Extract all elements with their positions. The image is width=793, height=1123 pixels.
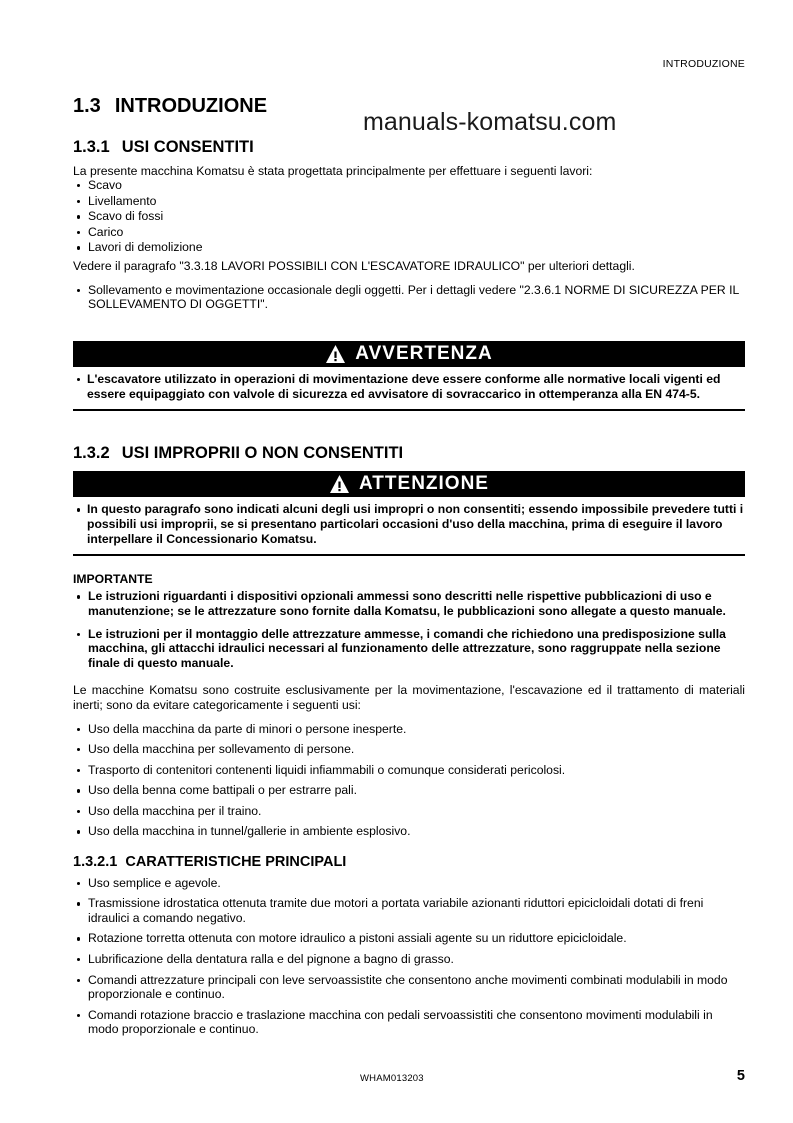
list-item-label: Uso semplice e agevole.: [88, 875, 221, 890]
list-item: [73, 722, 745, 737]
caution-box: [73, 471, 745, 556]
bullet-icon: [77, 937, 80, 940]
list-item: [73, 178, 745, 193]
list-item-label: Lubrificazione della dentatura ralla e del pignone a bagno di grasso.: [88, 951, 454, 966]
list-item-label: Lavori di demolizione: [88, 240, 203, 255]
page-content: [73, 96, 745, 1043]
bullet-icon: [77, 231, 80, 234]
spacer: [73, 556, 745, 572]
list-item-label: Livellamento: [88, 193, 157, 208]
list-item: [73, 1008, 745, 1037]
list-item-label: Sollevamento e movimentazione occasionale degli oggetti. Per i dettagli vedere "2.3.6.1 NORME DI SICUREZZA PER IL SOLLEVAMENTO DI OGGETTI".: [88, 282, 739, 312]
list-item-label: Carico: [88, 224, 124, 239]
list-item: [73, 973, 745, 1002]
forbidden-uses-list: [73, 722, 745, 840]
important-bullet-list: [73, 589, 745, 670]
list-item-label: Uso della macchina per il traino.: [88, 803, 262, 818]
list-item: [73, 225, 745, 240]
bullet-icon: [77, 200, 80, 203]
bullet-icon: [77, 769, 80, 772]
list-item: [73, 876, 745, 891]
bullet-icon: [77, 215, 80, 218]
bullet-icon: [77, 633, 80, 636]
heading-usi-improprii: [73, 445, 745, 462]
warning-triangle-icon: [325, 344, 346, 364]
footer-page-number: 5: [736, 1068, 745, 1084]
list-item-label: Comandi attrezzature principali con leve servoassistite che consentono anche movimenti combinati modulabili in modo proporzionale e continuo.: [88, 972, 728, 1002]
heading-caratteristiche-principali: [73, 855, 745, 870]
permitted-uses-list: [73, 178, 745, 255]
list-item-label: Comandi rotazione braccio e traslazione macchina con pedali servoassistiti che consentono movimenti modulabili in modo proporzionale e continuo.: [88, 1007, 713, 1037]
bullet-icon: [77, 748, 80, 751]
bullet-icon: [77, 979, 80, 982]
subsection-number: 1.3.2: [73, 443, 110, 462]
list-item-label: L'escavatore utilizzato in operazioni di movimentazione deve essere conforme alle normative locali vigenti ed essere equipaggiato con valvole di sicurezza ed avvisatore di sovraccarico in ottemperanza alla EN 474-5.: [87, 371, 721, 401]
list-item: [73, 240, 745, 255]
list-item: [73, 931, 745, 946]
list-item-label: Uso della benna come battipali o per estrarre pali.: [88, 783, 357, 798]
list-item: [73, 783, 745, 798]
subsubsection-number: 1.3.2.1: [73, 854, 118, 871]
main-features-list: [73, 876, 745, 1037]
list-item: [73, 896, 745, 925]
bullet-icon: [77, 902, 80, 905]
warning-label: AVVERTENZA: [355, 342, 493, 364]
list-item-label: Scavo di fossi: [88, 209, 164, 224]
running-header: INTRODUZIONE: [662, 58, 745, 70]
bullet-icon: [77, 882, 80, 885]
bullet-icon: [77, 789, 80, 792]
warning-body: [73, 367, 745, 411]
list-item-label: Uso della macchina in tunnel/gallerie in ambiente esplosivo.: [88, 824, 411, 839]
bullet-icon: [77, 508, 80, 511]
list-item-label: Trasmissione idrostatica ottenuta tramite due motori a portata variabile azionanti riduttori epicicloidali dotati di freni idraulici a comando negativo.: [88, 896, 704, 925]
list-item-label: Scavo: [88, 178, 122, 193]
list-item: [73, 194, 745, 209]
caution-bullet-list: [73, 502, 745, 547]
footer-document-code: WHAM013203: [360, 1073, 424, 1084]
subsubsection-title: CARATTERISTICHE PRINCIPALI: [125, 854, 347, 871]
bullet-icon: [77, 595, 80, 598]
bullet-icon: [77, 810, 80, 813]
warning-triangle-icon: [329, 474, 350, 494]
bullet-icon: [77, 289, 80, 292]
list-item: [73, 742, 745, 757]
intro-paragraph: La presente macchina Komatsu è stata progettata principalmente per effettuare i seguenti lavori:: [73, 163, 593, 178]
list-item: [73, 763, 745, 778]
subsection-number: 1.3.1: [73, 138, 110, 156]
bullet-icon: [77, 378, 80, 381]
list-item-label: Le istruzioni riguardanti i dispositivi opzionali ammessi sono descritti nelle rispettive pubblicazioni di uso e manutenzione; se le attrezzature sono fornite dalla Komatsu, le pubblicazioni sono allegate a questo manuale.: [88, 589, 726, 618]
spacer: [73, 411, 745, 439]
watermark-text: manuals-komatsu.com: [363, 108, 617, 136]
bullet-icon: [77, 184, 80, 187]
list-item: [73, 209, 745, 224]
list-item: [73, 804, 745, 819]
section-title: INTRODUZIONE: [114, 95, 268, 117]
bullet-icon: [77, 246, 80, 249]
see-also-paragraph: Vedere il paragrafo "3.3.18 LAVORI POSSIBILI CON L'ESCAVATORE IDRAULICO" per ulteriori dettagli.: [73, 259, 635, 274]
lifting-note-list: [73, 283, 745, 312]
important-label: IMPORTANTE: [73, 572, 153, 587]
warning-box: [73, 341, 745, 411]
bullet-icon: [77, 728, 80, 731]
list-item: [73, 502, 745, 547]
list-item: [73, 589, 745, 618]
list-item-label: Rotazione torretta ottenuta con motore idraulico a pistoni assiali agente su un riduttore epicicloidale.: [88, 931, 627, 946]
subsection-title: USI CONSENTITI: [121, 138, 254, 156]
caution-label: ATTENZIONE: [359, 473, 489, 495]
list-item-label: Uso della macchina per sollevamento di persone.: [88, 742, 355, 757]
warning-bullet-list: [73, 372, 745, 402]
list-item: [73, 627, 745, 671]
section-number: 1.3: [73, 95, 101, 117]
bullet-icon: [77, 958, 80, 961]
page-title: [73, 96, 267, 116]
list-item-label: Uso della macchina da parte di minori o persone inesperte.: [88, 721, 407, 736]
spacer: [73, 313, 745, 341]
caution-body: [73, 497, 745, 556]
caution-banner: [73, 471, 745, 497]
forbidden-uses-intro: Le macchine Komatsu sono costruite esclusivamente per la movimentazione, l'escavazione ed il trattamento di materiali inerti; sono da evitare categoricamente i seguenti usi:: [73, 683, 745, 712]
list-item: [73, 283, 745, 312]
subsection-title: USI IMPROPRII O NON CONSENTITI: [121, 443, 404, 462]
list-item-label: Trasporto di contenitori contenenti liquidi infiammabili o comunque considerati pericolosi.: [88, 762, 566, 777]
heading-usi-consentiti: [73, 139, 745, 156]
list-item: [73, 372, 745, 402]
list-item-label: Le istruzioni per il montaggio delle attrezzature ammesse, i comandi che richiedono una predisposizione sulla macchina, gli attacchi idraulici necessari al funzionamento delle attrezzature, sono raggruppate nella sezione finale di questo manuale.: [88, 626, 726, 670]
warning-banner: [73, 341, 745, 367]
bullet-icon: [77, 1014, 80, 1017]
list-item-label: In questo paragrafo sono indicati alcuni degli usi impropri o non consentiti; essendo impossibile prevedere tutti i possibili usi improprii, se si presentano particolari occasioni d'uso della macchina, prima di eseguire il lavoro interpellare il Concessionario Komatsu.: [87, 502, 744, 547]
list-item: [73, 952, 745, 967]
bullet-icon: [77, 830, 80, 833]
list-item: [73, 824, 745, 839]
